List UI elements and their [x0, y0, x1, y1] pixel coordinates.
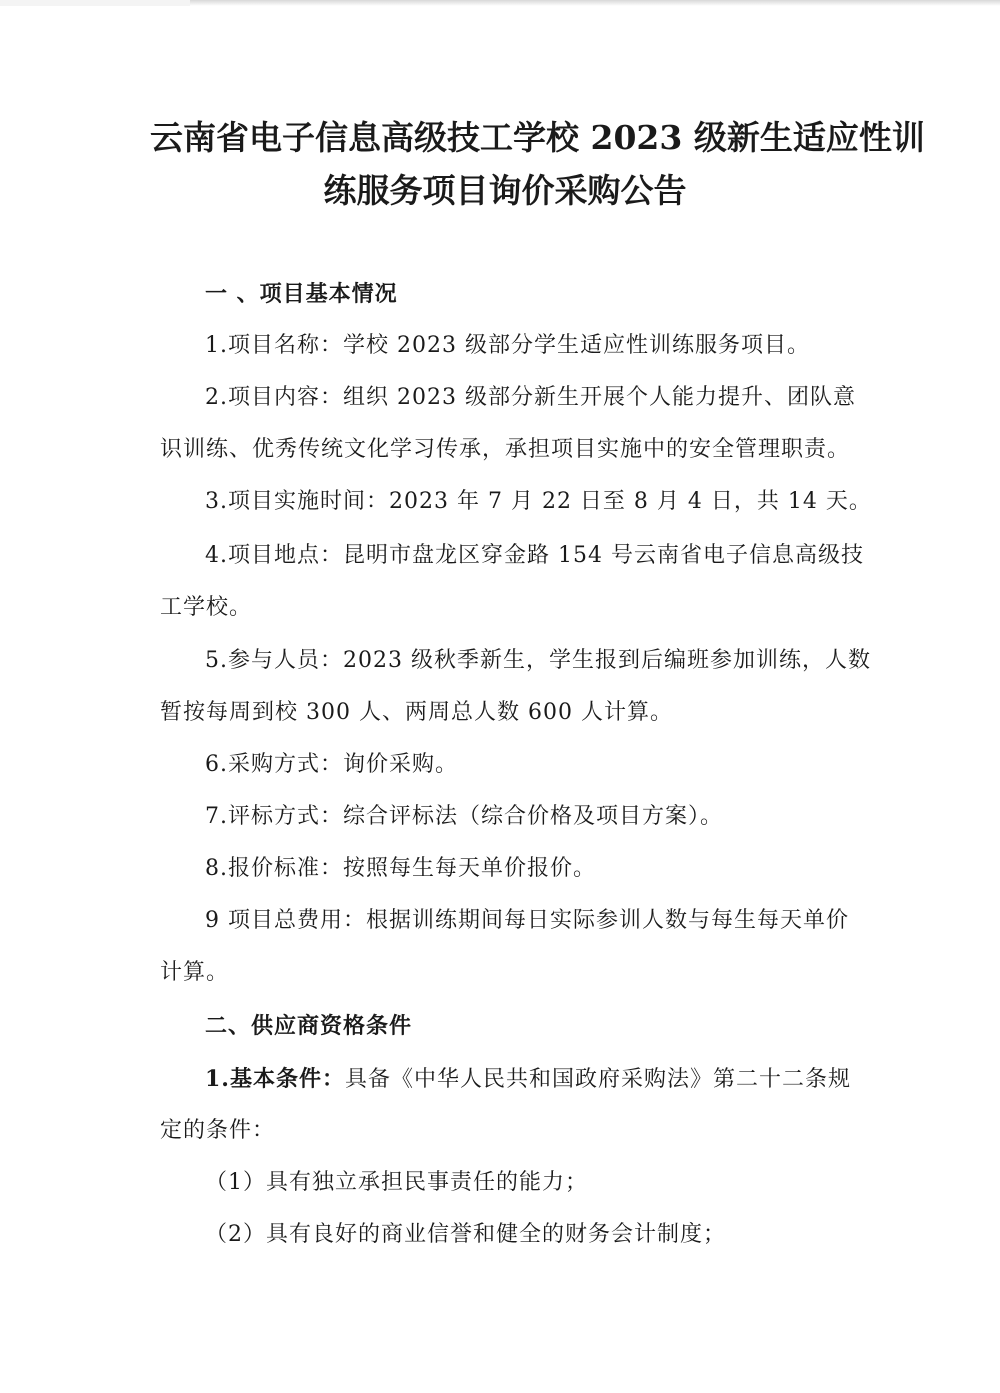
basic-condition-line-1	[205, 1064, 851, 1095]
item-9-total-cost-line-2: 计算。	[160, 960, 230, 985]
section-1-heading: 一 、项目基本情况	[205, 281, 398, 307]
condition-2: （2）具有良好的商业信誉和健全的财务会计制度；	[205, 1222, 726, 1247]
item-5-participants-line-1: 5.参与人员：2023 级秋季新生，学生报到后编班参加训练，人数	[205, 648, 871, 673]
basic-condition-label: 1.基本条件：	[205, 1066, 345, 1092]
basic-condition-line-2: 定的条件：	[160, 1118, 276, 1143]
item-4-location-line-2: 工学校。	[160, 595, 253, 620]
condition-1: （1）具有独立承担民事责任的能力；	[205, 1170, 588, 1195]
item-9-total-cost-line-1: 9 项目总费用：根据训练期间每日实际参训人数与每生每天单价	[205, 908, 849, 933]
item-6-procurement-method: 6.采购方式：询价采购。	[205, 752, 458, 777]
item-4-location-line-1: 4.项目地点：昆明市盘龙区穿金路 154 号云南省电子信息高级技	[205, 543, 864, 568]
item-1-project-name: 1.项目名称：学校 2023 级部分学生适应性训练服务项目。	[205, 333, 810, 358]
item-8-quotation-standard: 8.报价标准：按照每生每天单价报价。	[205, 856, 596, 881]
item-2-content-line-1: 2.项目内容：组织 2023 级部分新生开展个人能力提升、团队意	[205, 385, 856, 410]
item-7-evaluation-method: 7.评标方式：综合评标法（综合价格及项目方案）。	[205, 804, 723, 829]
document-title-line-2: 练服务项目询价采购公告	[323, 171, 687, 210]
document-title-line-1: 云南省电子信息高级技工学校 2023 级新生适应性训	[150, 118, 925, 157]
section-2-heading: 二、供应商资格条件	[205, 1013, 413, 1039]
item-2-content-line-2: 识训练、优秀传统文化学习传承，承担项目实施中的安全管理职责。	[160, 437, 851, 462]
item-3-schedule: 3.项目实施时间：2023 年 7 月 22 日至 8 月 4 日，共 14 天。	[205, 489, 872, 514]
item-5-participants-line-2: 暂按每周到校 300 人、两周总人数 600 人计算。	[160, 700, 673, 725]
basic-condition-text: 具备《中华人民共和国政府采购法》第二十二条规	[344, 1067, 851, 1092]
